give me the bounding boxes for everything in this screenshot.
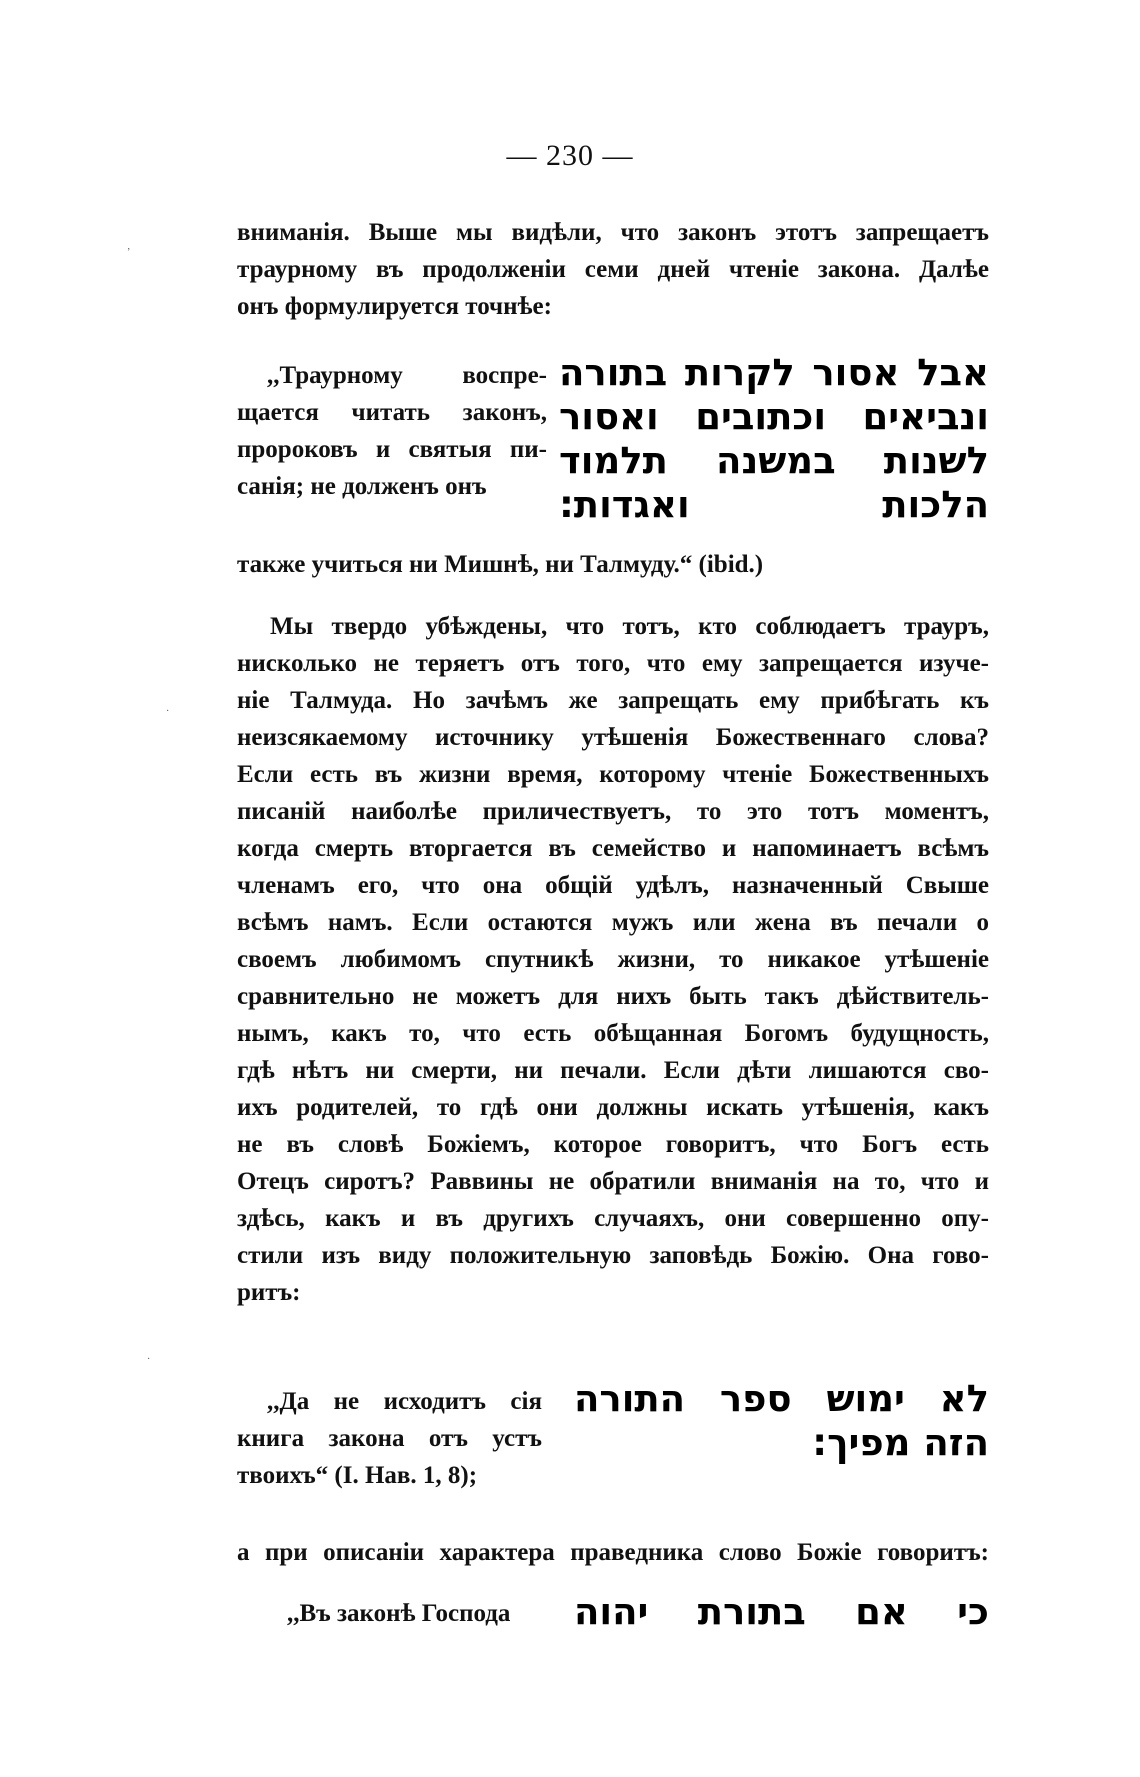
quote-line: санія; не долженъ онъ bbox=[237, 473, 487, 500]
text-line: нисколько не теряетъ отъ того, что ему запрещается изуче- bbox=[237, 650, 989, 677]
text-line: сравнительно не можетъ для нихъ быть такъ дѣйствитель- bbox=[237, 983, 989, 1010]
quote-joshua bbox=[237, 1377, 989, 1503]
text-line: онъ формулируется точнѣе: bbox=[237, 293, 552, 320]
hebrew-line: ונביאים וכתובים ואסור bbox=[559, 395, 989, 438]
quote-psalm bbox=[237, 1590, 989, 1645]
text-line: членамъ его, что она общій удѣлъ, назначенный Свыше bbox=[237, 872, 989, 899]
text-line: Мы твердо убѣждены, что тотъ, кто соблюдаетъ трауръ, bbox=[270, 613, 989, 640]
text-line: Отецъ сиротъ? Раввины не обратили вниманія на то, что и bbox=[237, 1168, 989, 1195]
text-line: писаній наиболѣе приличествуетъ, то это тотъ моментъ, bbox=[237, 798, 989, 825]
hebrew-line: הזה מפיך: bbox=[812, 1421, 989, 1464]
quote-hebrew bbox=[574, 1377, 989, 1465]
quote-hebrew bbox=[574, 1590, 989, 1634]
text-line: всѣмъ намъ. Если остаются мужъ или жена въ печали о bbox=[237, 909, 989, 936]
text-line: Если есть въ жизни время, которому чтеніе Божественныхъ bbox=[237, 761, 989, 788]
quote-line: щается читать законъ, bbox=[237, 399, 547, 426]
quote-mourning-prohibition bbox=[237, 351, 989, 547]
quote-line: твоихъ“ (I. Нав. 1, 8); bbox=[237, 1462, 478, 1489]
text-line: гдѣ нѣтъ ни смерти, ни печали. Если дѣти лишаются сво- bbox=[237, 1057, 989, 1084]
text-line: когда смерть вторгается въ семейство и напоминаетъ всѣмъ bbox=[237, 835, 989, 862]
quote-hebrew bbox=[559, 351, 989, 527]
page-number: — 230 — bbox=[506, 139, 634, 172]
text-line: стили изъ виду положительную заповѣдь Божію. Она гово- bbox=[237, 1242, 989, 1269]
text-line: траурному въ продолженіи семи дней чтеніе закона. Далѣе bbox=[237, 256, 989, 283]
quote-line: ,,Въ законѣ Господа bbox=[287, 1600, 511, 1627]
text-line: нымъ, какъ то, что есть обѣщанная Богомъ будущность, bbox=[237, 1020, 989, 1047]
quote-russian bbox=[237, 1383, 542, 1494]
text-line: не въ словѣ Божіемъ, которое говоритъ, что Богъ есть bbox=[237, 1131, 989, 1158]
stray-mark: · bbox=[166, 706, 170, 717]
quote-russian bbox=[237, 357, 547, 505]
stray-mark: ʼ bbox=[127, 247, 131, 258]
quote-continuation bbox=[237, 546, 989, 583]
hebrew-line: אבל אסור לקרות בתורה bbox=[559, 351, 989, 394]
text-line: своемъ любимомъ спутникѣ жизни, то никакое утѣшеніе bbox=[237, 946, 989, 973]
hebrew-line: לשנות במשנה תלמוד bbox=[559, 439, 989, 482]
text-line: неизсякаемому источнику утѣшенія Божественнаго слова? bbox=[237, 724, 989, 751]
hebrew-line: לא ימוש ספר התורה bbox=[574, 1377, 989, 1420]
quote-russian bbox=[237, 1595, 542, 1632]
quote-line: книга закона отъ устъ bbox=[237, 1425, 542, 1452]
quote-line: ,,Да не исходитъ сія bbox=[267, 1388, 542, 1415]
intro-paragraph bbox=[237, 214, 989, 325]
quote-line: пророковъ и святыя пи- bbox=[237, 436, 547, 463]
stray-mark: · bbox=[147, 1354, 151, 1365]
text-line: ніе Талмуда. Но зачѣмъ же запрещать ему прибѣгать къ bbox=[237, 687, 989, 714]
text-line: ритъ: bbox=[237, 1279, 301, 1306]
hebrew-line: הלכות ואגדות: bbox=[559, 483, 989, 526]
quote-line: ,,Траурному воспре- bbox=[267, 362, 547, 389]
text-line: вниманія. Выше мы видѣли, что законъ этотъ запрещаетъ bbox=[237, 219, 989, 246]
bridge-paragraph bbox=[237, 1534, 989, 1571]
text-line: здѣсь, какъ и въ другихъ случаяхъ, они совершенно опу- bbox=[237, 1205, 989, 1232]
main-paragraph bbox=[237, 608, 989, 1311]
text-line: а при описаніи характера праведника слово Божіе говоритъ: bbox=[237, 1539, 989, 1566]
text-line: также учиться ни Мишнѣ, ни Талмуду.“ (ibid.) bbox=[237, 551, 764, 578]
hebrew-line: כי אם בתורת יהוה bbox=[574, 1590, 989, 1633]
text-line: ихъ родителей, то гдѣ они должны искать утѣшенія, какъ bbox=[237, 1094, 989, 1121]
